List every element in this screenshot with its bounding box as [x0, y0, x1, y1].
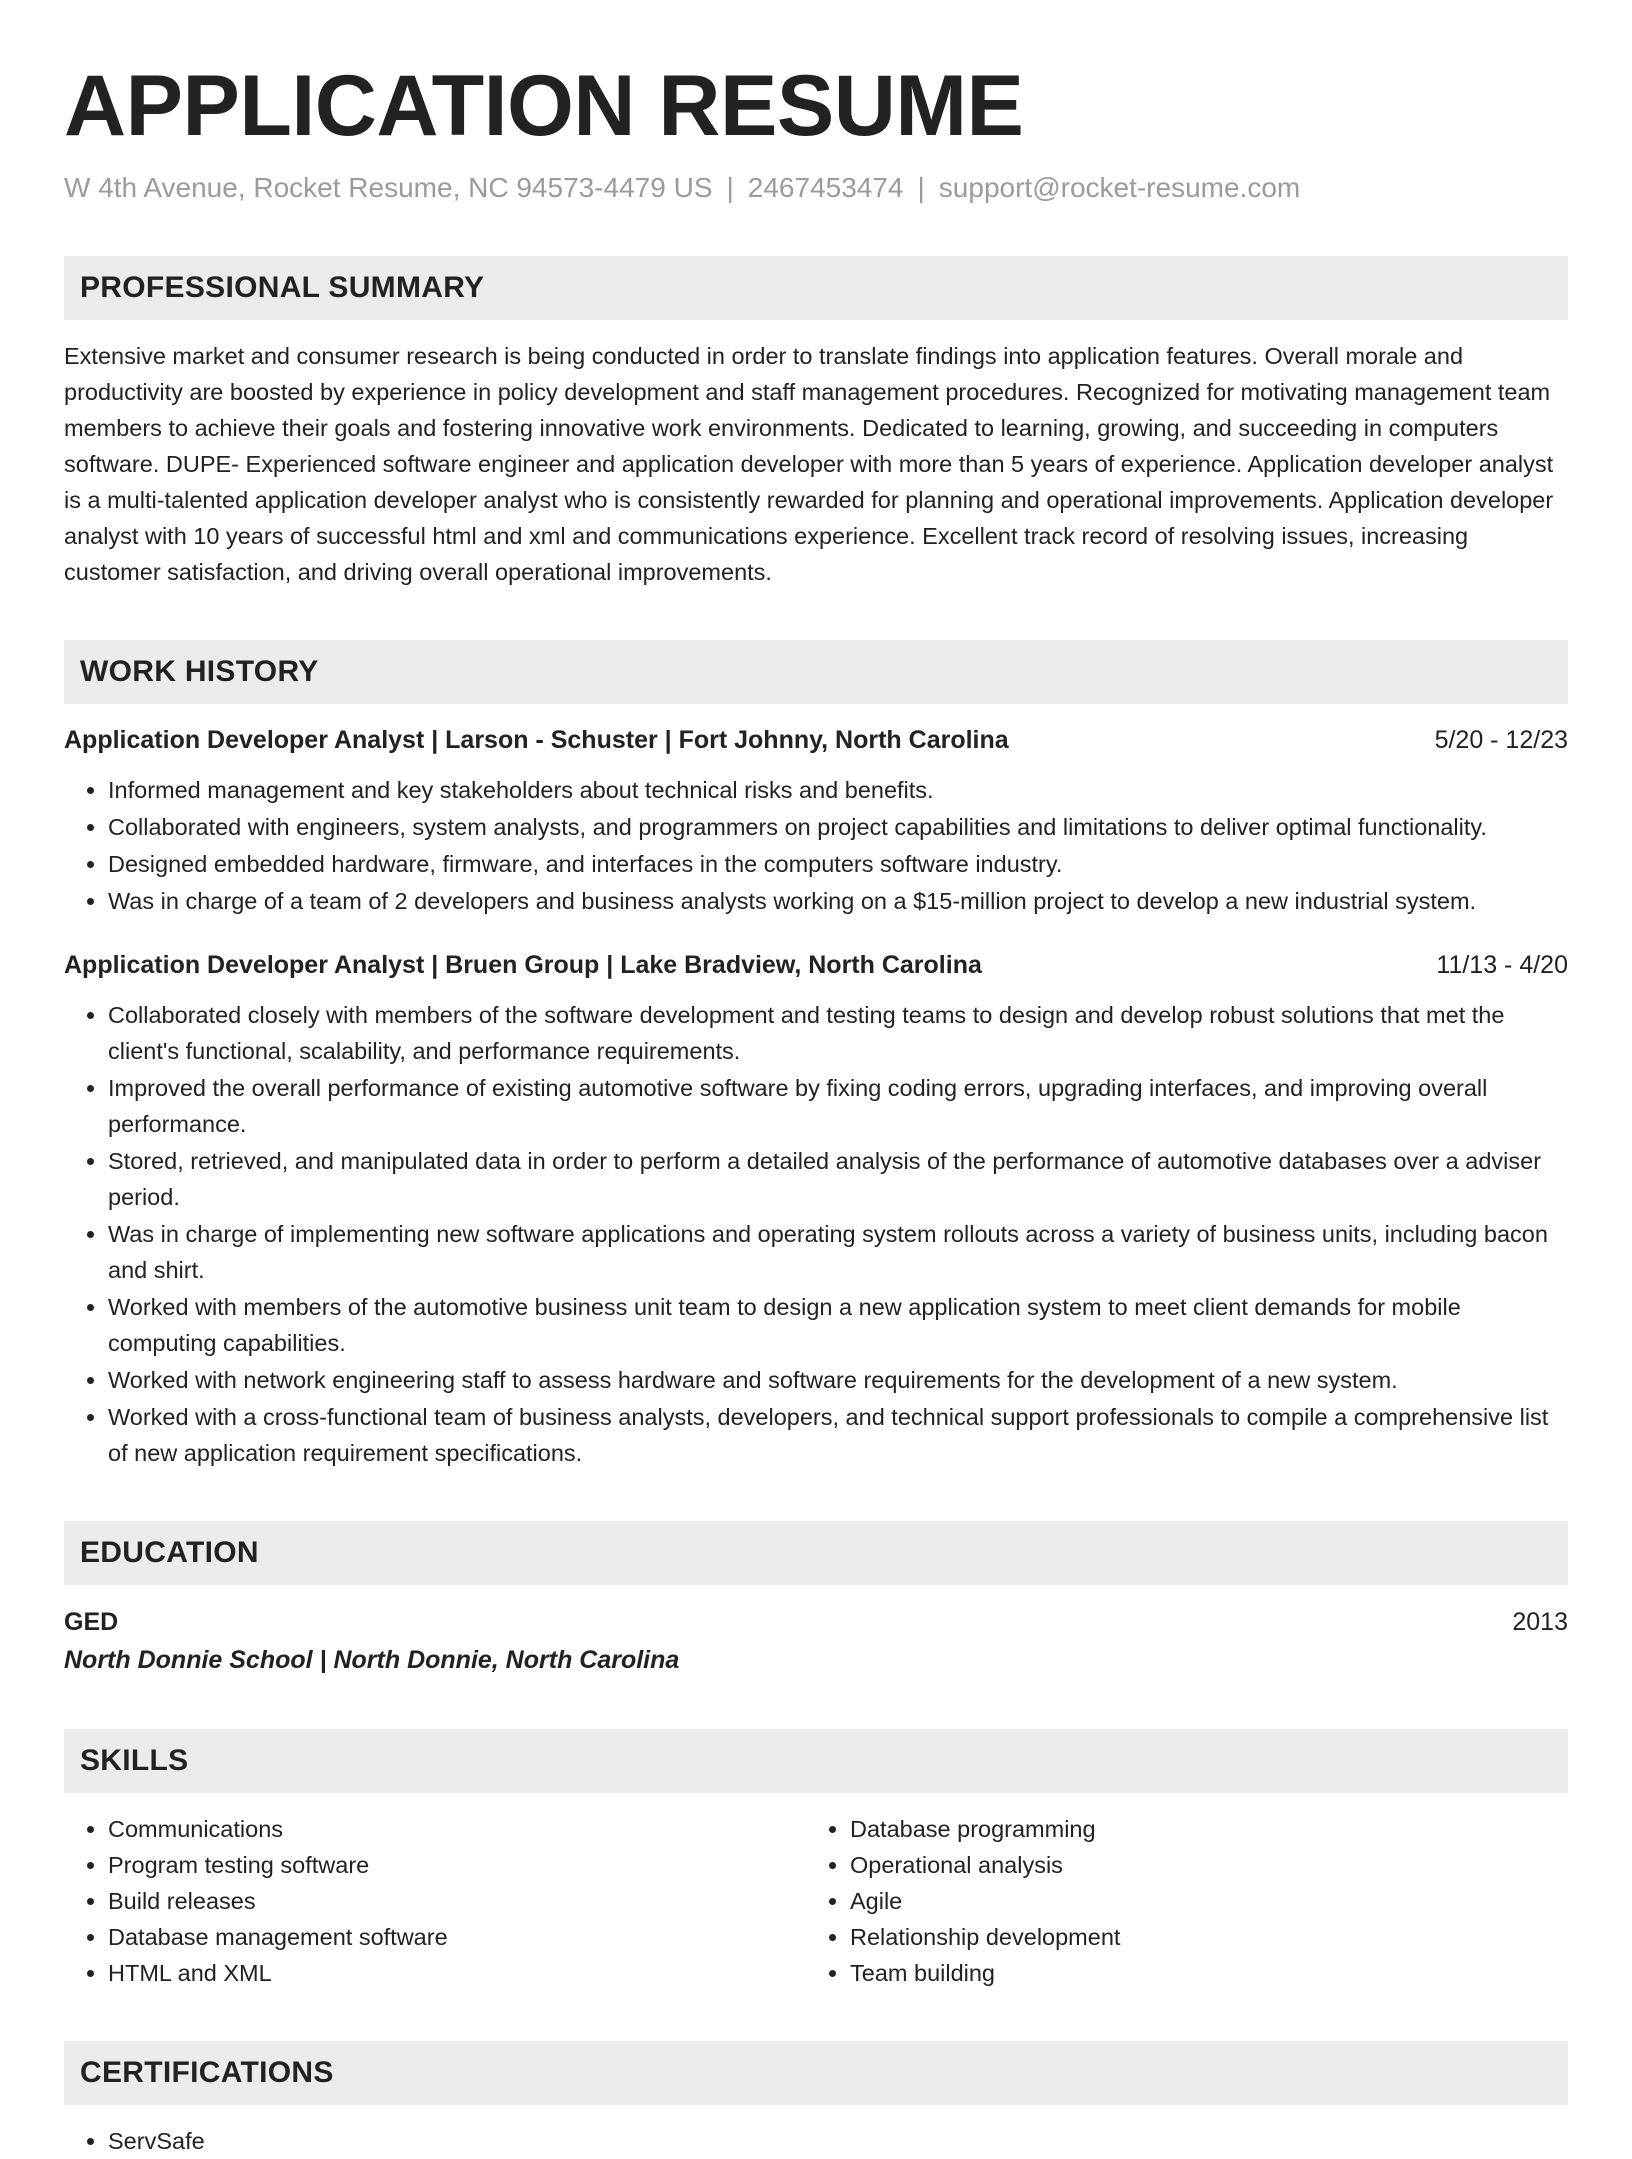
job-bullet: • Worked with members of the automotive business unit team to design a new application system to meet client demands for mobile computing capabilities. [108, 1289, 1568, 1361]
job-bullet: • Worked with a cross-functional team of business analysts, developers, and technical support professionals to compile a comprehensive list of new application requirement specifications. [108, 1399, 1568, 1471]
contact-phone: 2467453474 [747, 172, 904, 203]
certification-item: • ServSafe [108, 2123, 1568, 2159]
skill-item: • Database management software [108, 1919, 806, 1955]
job-bullets [64, 772, 1568, 919]
job-title: Application Developer Analyst | Bruen Group | Lake Bradview, North Carolina [64, 951, 982, 979]
job-bullets [64, 997, 1568, 1471]
skill-item: • Database programming [850, 1811, 1548, 1847]
section-header-work-history: WORK HISTORY [64, 640, 1568, 704]
skill-item: • Relationship development [850, 1919, 1548, 1955]
education-entry [64, 1603, 1568, 1679]
skill-item: • Operational analysis [850, 1847, 1548, 1883]
skill-item: • HTML and XML [108, 1955, 806, 1991]
contact-email: support@rocket-resume.com [938, 172, 1301, 203]
skill-item: • Agile [850, 1883, 1548, 1919]
job-bullet: • Stored, retrieved, and manipulated data in order to perform a detailed analysis of the performance of automotive databases over a adviser period. [108, 1143, 1568, 1215]
resume-name: APPLICATION RESUME [64, 58, 1024, 154]
education-header [64, 1603, 1568, 1641]
job-entry [64, 722, 1568, 919]
skills-column-right [806, 1811, 1548, 1991]
contact-separator: | [917, 172, 925, 203]
summary-text: Extensive market and consumer research is being conducted in order to translate findings into application features. Overall morale and productivity are boosted by experience in policy development and staff management procedures. Recognized for motivating management team members to achieve their goals and fostering innovative work environments. Dedicated to learning, growing, and succeeding in computers software. DUPE- Experienced software engineer and application developer with more than 5 years of experience. Application developer analyst is a multi-talented application developer analyst who is consistently rewarded for planning and operational improvements. Application developer analyst with 10 years of successful html and xml and communications experience. Excellent track record of resolving issues, increasing customer satisfaction, and driving overall operational improvements. [64, 343, 1554, 585]
job-header [64, 947, 1568, 983]
job-bullet: • Worked with network engineering staff to assess hardware and software requirements for the development of a new system. [108, 1362, 1568, 1398]
section-header-certifications: CERTIFICATIONS [64, 2041, 1568, 2105]
education-school: North Donnie School | North Donnie, North Carolina [64, 1646, 680, 1674]
job-bullet: • Designed embedded hardware, firmware, and interfaces in the computers software industry. [108, 846, 1568, 882]
education-year: 2013 [1512, 1608, 1568, 1636]
certifications-list [64, 2123, 1568, 2159]
job-dates: 11/13 - 4/20 [1436, 951, 1568, 979]
skill-item: • Program testing software [108, 1847, 806, 1883]
job-bullet: • Improved the overall performance of existing automotive software by fixing coding errors, upgrading interfaces, and improving overall performance. [108, 1070, 1568, 1142]
contact-line [64, 170, 1568, 206]
job-bullet: • Informed management and key stakeholders about technical risks and benefits. [108, 772, 1568, 808]
job-title: Application Developer Analyst | Larson - Schuster | Fort Johnny, North Carolina [64, 726, 1009, 754]
job-entry [64, 947, 1568, 1471]
skills-list [64, 1811, 1568, 1991]
contact-address: W 4th Avenue, Rocket Resume, NC 94573-4479 US [64, 172, 713, 203]
certifications-items [64, 2123, 1568, 2159]
skill-item: • Build releases [108, 1883, 806, 1919]
skill-item: • Communications [108, 1811, 806, 1847]
job-bullet: • Collaborated closely with members of the software development and testing teams to design and develop robust solutions that met the client's functional, scalability, and performance requirements. [108, 997, 1568, 1069]
skill-item: • Team building [850, 1955, 1548, 1991]
section-header-skills: SKILLS [64, 1729, 1568, 1793]
job-bullet: • Collaborated with engineers, system analysts, and programmers on project capabilities and limitations to deliver optimal functionality. [108, 809, 1568, 845]
skills-column-left [64, 1811, 806, 1991]
job-bullet: • Was in charge of implementing new software applications and operating system rollouts across a variety of business units, including bacon and shirt. [108, 1216, 1568, 1288]
job-header [64, 722, 1568, 758]
contact-separator: | [726, 172, 734, 203]
section-header-education: EDUCATION [64, 1521, 1568, 1585]
job-bullet: • Was in charge of a team of 2 developers and business analysts working on a $15-million project to develop a new industrial system. [108, 883, 1568, 919]
resume-page [64, 56, 1568, 2159]
section-header-summary: PROFESSIONAL SUMMARY [64, 256, 1568, 320]
education-degree: GED [64, 1608, 119, 1636]
job-dates: 5/20 - 12/23 [1434, 726, 1568, 754]
